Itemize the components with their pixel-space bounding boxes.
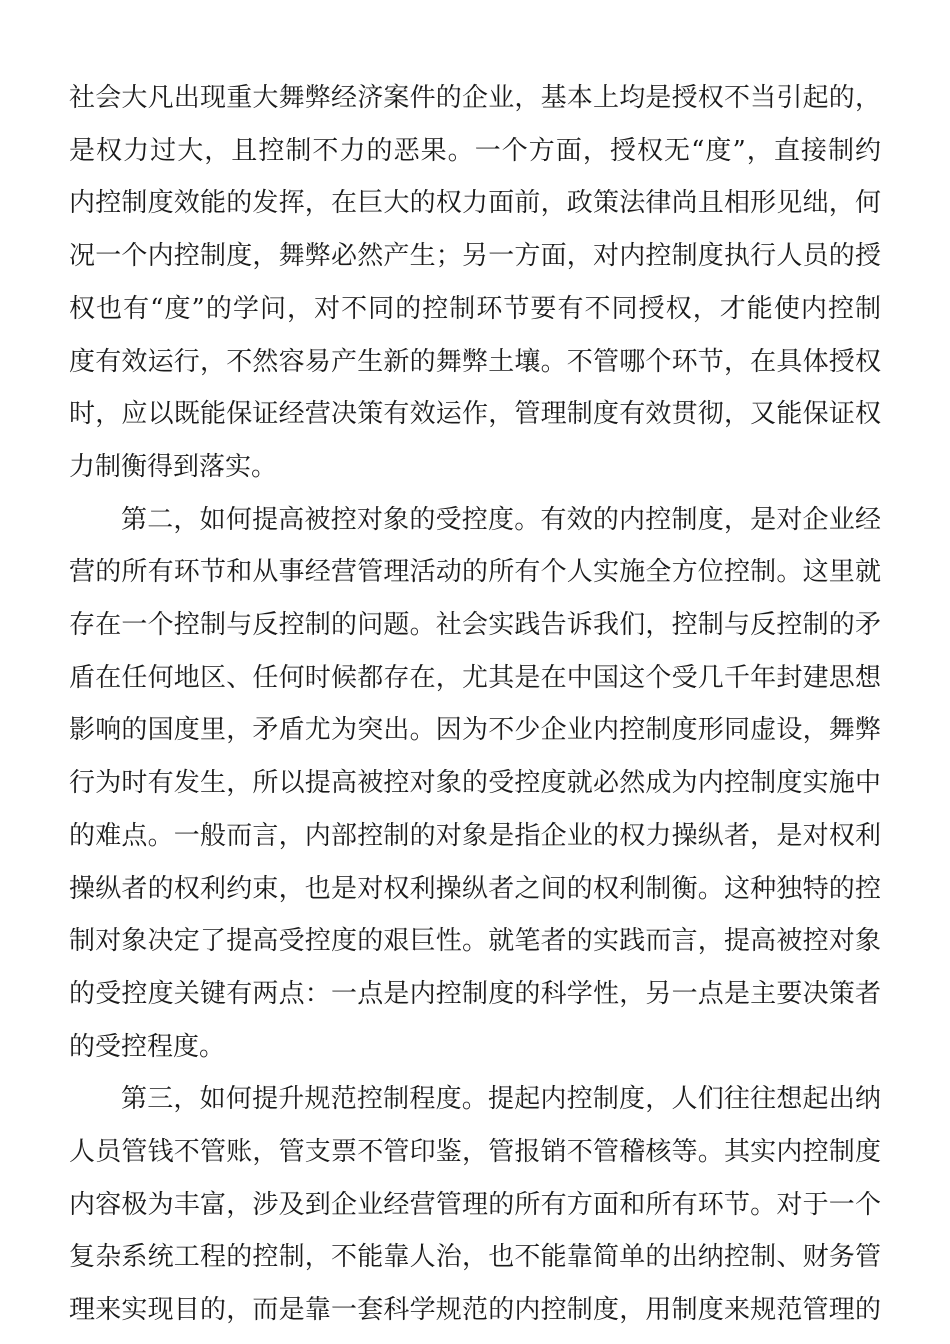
paragraph-2-line: 行为时有发生，所以提高被控对象的受控度就必然成为内控制度实施中 [69,768,881,799]
paragraph-2-line: 操纵者的权利约束，也是对权利操纵者之间的权利制衡。这种独特的控 [69,873,881,904]
paragraph-1-line: 时，应以既能保证经营决策有效运作，管理制度有效贯彻，又能保证权 [69,399,881,430]
paragraph-1-line: 况一个内控制度，舞弊必然产生；另一方面，对内控制度执行人员的授 [69,241,881,272]
paragraph-1-line: 社会大凡出现重大舞弊经济案件的企业，基本上均是授权不当引起的， [69,83,881,113]
paragraph-1-line: 是权力过大，且控制不力的恶果。一个方面，授权无“度”，直接制约 [69,135,881,166]
paragraph-2-line: 盾在任何地区、任何时候都存在，尤其是在中国这个受几千年封建思想 [69,662,881,693]
paragraph-2-line: 制对象决定了提高受控度的艰巨性。就笔者的实践而言，提高被控对象 [69,926,881,957]
paragraph-3-line: 人员管钱不管账，管支票不管印鉴，管报销不管稽核等。其实内控制度 [69,1137,881,1167]
paragraph-3-line: 复杂系统工程的控制，不能靠人治，也不能靠简单的出纳控制、财务管 [69,1242,881,1273]
paragraph-1-line: 内控制度效能的发挥，在巨大的权力面前，政策法律尚且相形见绌，何 [69,188,881,219]
paragraph-1-line: 权也有“度”的学问，对不同的控制环节要有不同授权，才能使内控制 [69,293,881,324]
paragraph-2-line: 的受控程度。 [69,1031,226,1062]
paragraph-3-line: 内容极为丰富，涉及到企业经营管理的所有方面和所有环节。对于一个 [69,1189,881,1220]
paragraph-2-line: 第二，如何提高被控对象的受控度。有效的内控制度，是对企业经 [121,504,881,535]
paragraph-2-line: 存在一个控制与反控制的问题。社会实践告诉我们，控制与反控制的矛 [69,610,881,640]
paragraph-1-line: 力制衡得到落实。 [69,451,278,482]
paragraph-2-line: 的难点。一般而言，内部控制的对象是指企业的权力操纵者，是对权利 [69,820,881,851]
paragraph-3-line: 理来实现目的，而是靠一套科学规范的内控制度，用制度来规范管理的 [69,1295,881,1326]
paragraph-2-line: 的受控度关键有两点：一点是内控制度的科学性，另一点是主要决策者 [69,978,881,1009]
paragraph-1-line: 度有效运行，不然容易产生新的舞弊土壤。不管哪个环节，在具体授权 [69,346,881,377]
paragraph-2-line: 营的所有环节和从事经营管理活动的所有个人实施全方位控制。这里就 [69,557,881,588]
paragraph-3-line: 第三，如何提升规范控制程度。提起内控制度，人们往往想起出纳 [121,1084,881,1115]
paragraph-2-line: 影响的国度里，矛盾尤为突出。因为不少企业内控制度形同虚设，舞弊 [69,715,881,746]
